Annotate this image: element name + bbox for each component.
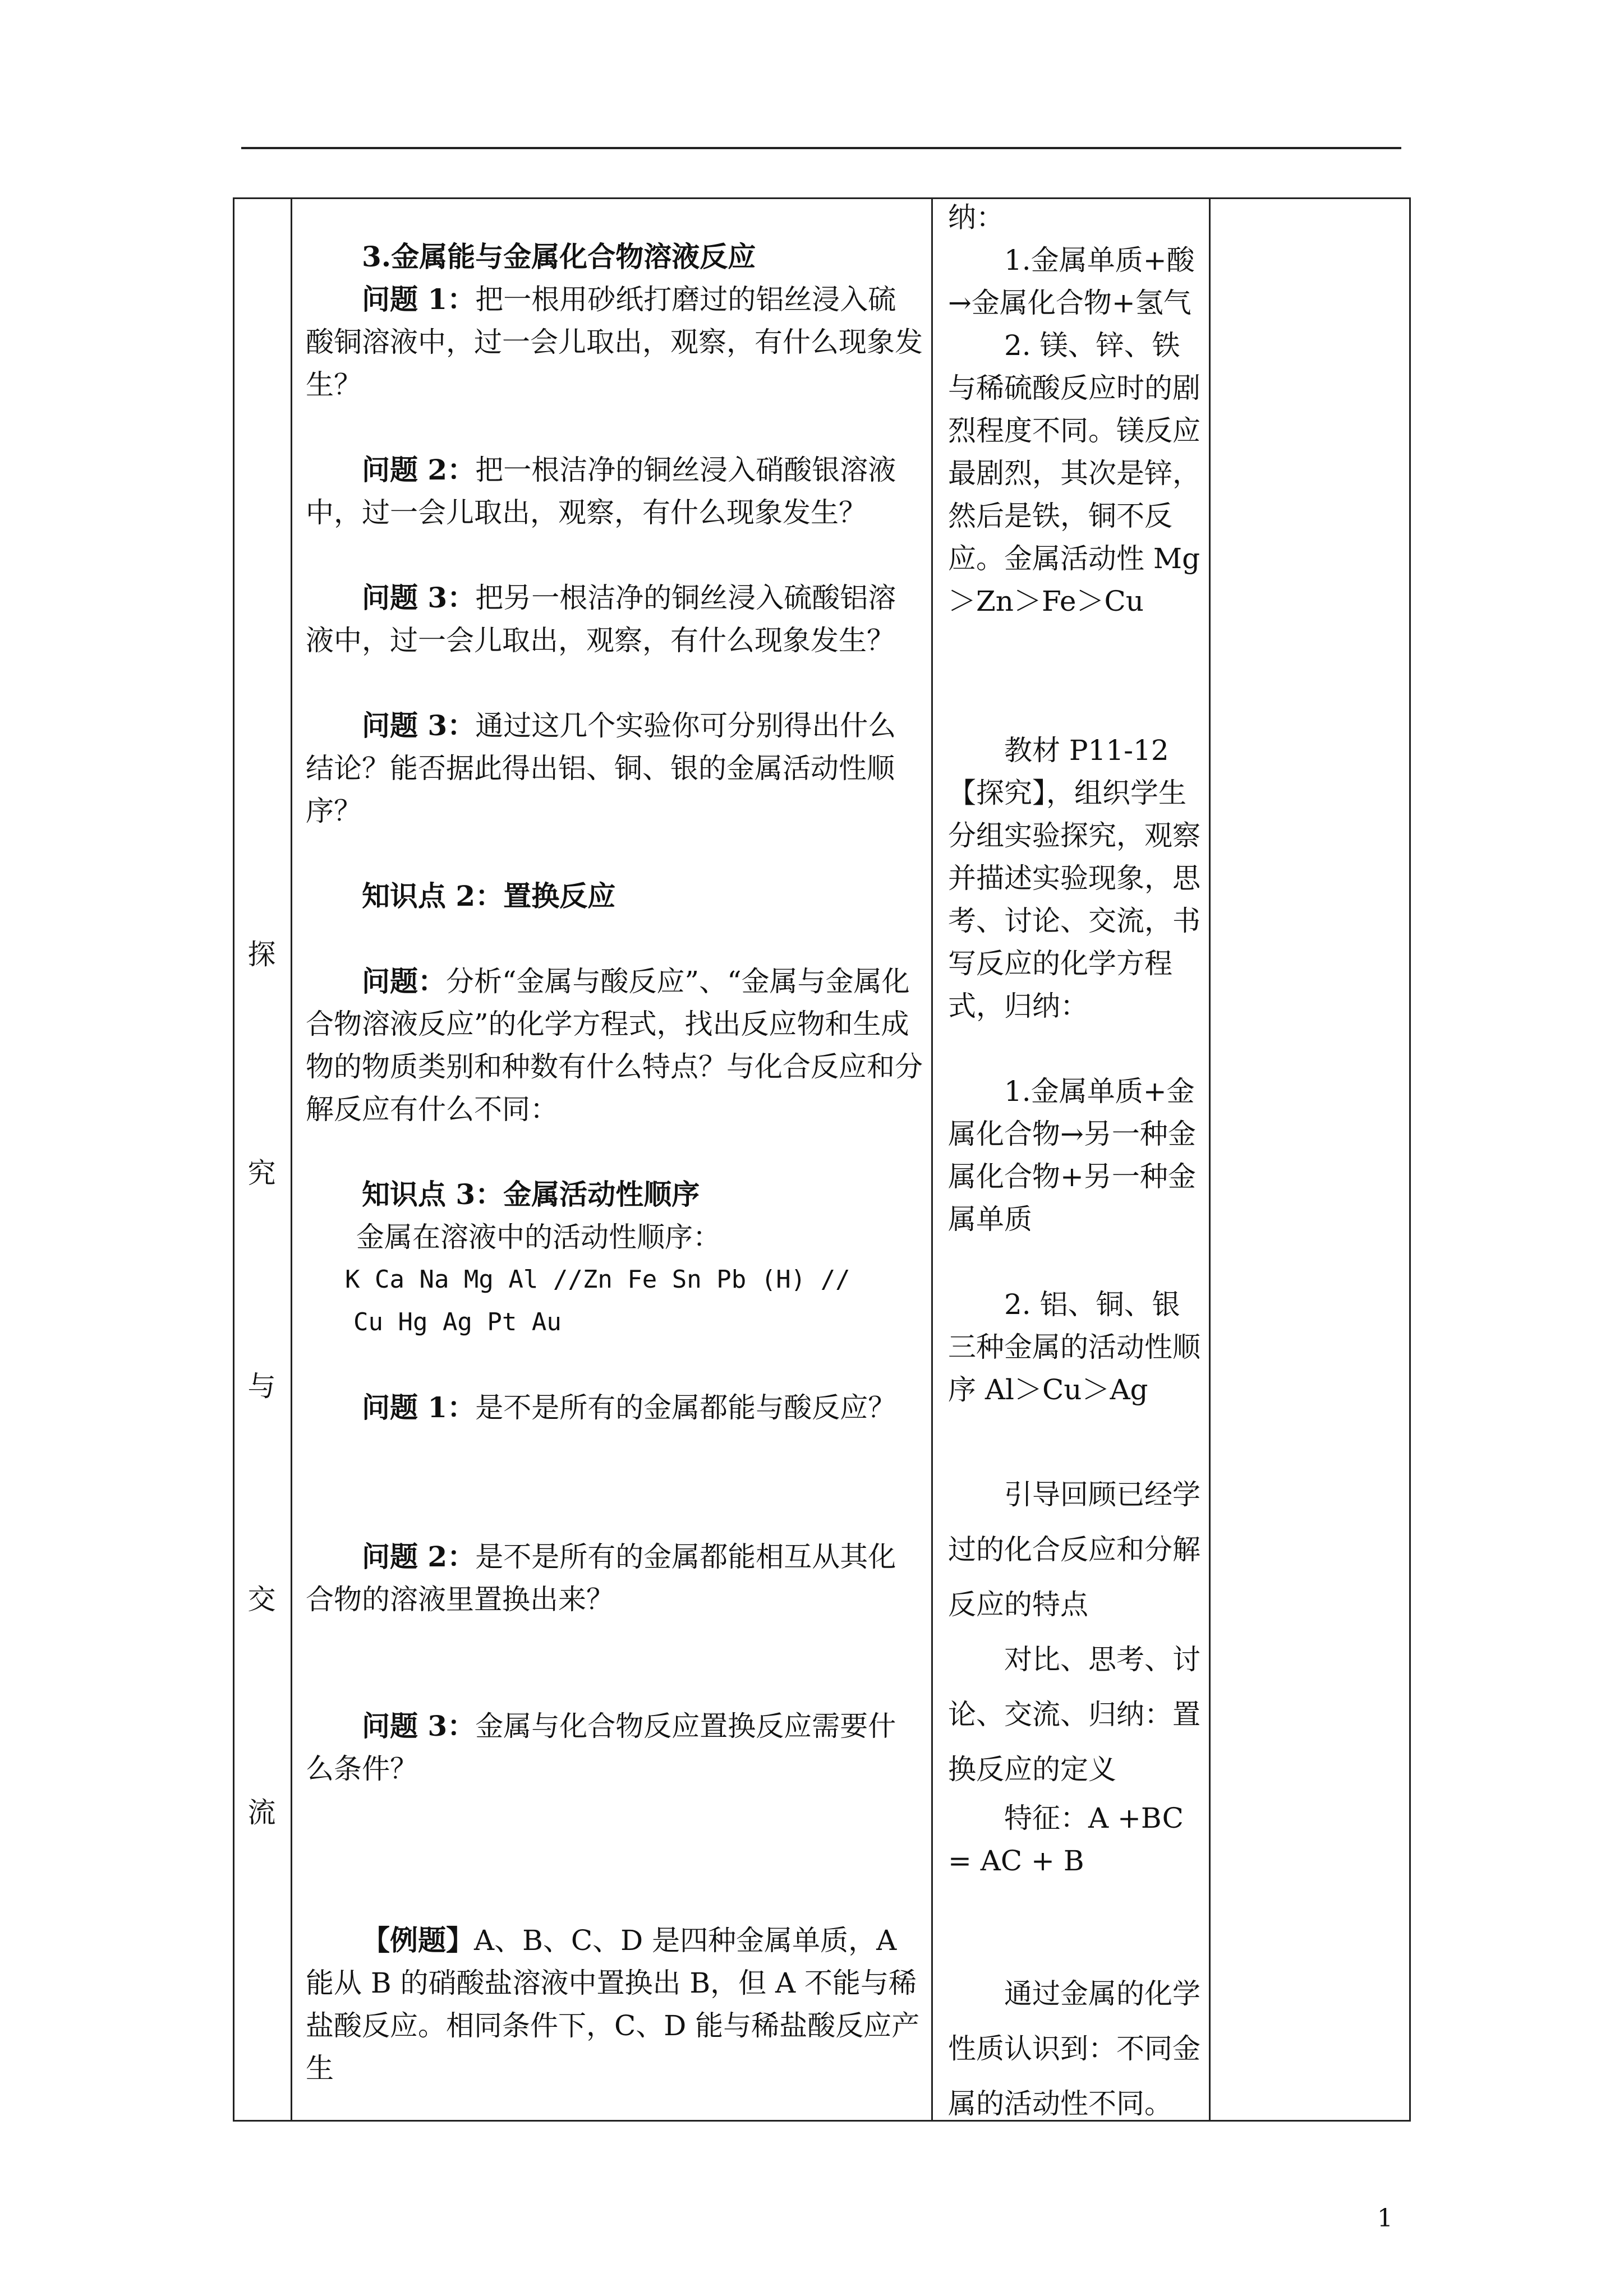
activity-text: 纳： [948, 201, 1004, 234]
column-divider-3 [1209, 197, 1211, 2121]
example-problem: 【例题】A、B、C、D 是四种金属单质，A 能从 B 的硝酸盐溶液中置换出 B，但 A 不能与稀盐酸反应。相同条件下，C、D 能与稀盐酸反应产生 [306, 1924, 920, 2085]
question: 问题 3：通过这几个实验你可分别得出什么结论？能否据此得出铝、铜、银的金属活动性顺序？ [306, 709, 896, 827]
question: 问题 2：是不是所有的金属都能相互从其化合物的溶液里置换出来？ [306, 1540, 896, 1616]
activity-text: 通过金属的化学性质认识到：不同金属的活动性不同。 [948, 1977, 1200, 2120]
stage-char: 交 [247, 1583, 276, 1616]
activity-text: 教材 P11-12 [1004, 734, 1169, 767]
activity-text: 1.金属单质+金属化合物→另一种金属化合物+另一种金属单质 [948, 1075, 1196, 1235]
question: 问题：分析“金属与酸反应”、“金属与金属化合物溶液反应”的化学方程式，找出反应物和生成物的物质类别和种数有什么特点？与化合反应和分解反应有什么不同： [306, 965, 923, 1126]
table-border-top [233, 197, 1411, 199]
activity-series-line-1: K Ca Na Mg Al //Zn Fe Sn Pb (H) // [345, 1265, 850, 1294]
question: 问题 2：把一根洁净的铜丝浸入硝酸银溶液中，过一会儿取出，观察，有什么现象发生？ [306, 453, 896, 529]
activity-text: 【探究】，组织学生分组实验探究，观察并描述实验现象，思考、讨论、交流，书写反应的化学方程式，归纳： [948, 777, 1200, 1022]
activity-text: 2. 铝、铜、银三种金属的活动性顺序 Al＞Cu＞Ag [948, 1288, 1200, 1406]
table-border-right [1409, 197, 1411, 2121]
stage-char: 与 [247, 1370, 276, 1403]
knowledge-point-3-title: 知识点 3：金属活动性顺序 [362, 1178, 700, 1211]
activity-text: 特征：A +BC = AC + B [948, 1802, 1184, 1877]
table-border-bottom [233, 2120, 1411, 2122]
activity-text: 引导回顾已经学过的化合反应和分解反应的特点 [948, 1478, 1200, 1621]
activity-text: 1.金属单质+酸→金属化合物+氢气 [948, 244, 1195, 319]
question: 问题 3：金属与化合物反应置换反应需要什么条件？ [306, 1709, 896, 1785]
activity-text: 2. 镁、锌、铁与稀硫酸反应时的剧烈程度不同。镁反应最剧烈，其次是锌，然后是铁，铜不反应。金属活动性 Mg＞Zn＞Fe＞Cu [948, 329, 1200, 617]
question: 问题 3：把另一根洁净的铜丝浸入硫酸铝溶液中，过一会儿取出，观察，有什么现象发生？ [306, 581, 896, 657]
header-rule [241, 147, 1401, 149]
stage-char: 探 [247, 938, 276, 971]
column-divider-2 [931, 197, 933, 2121]
question: 问题 1：是不是所有的金属都能与酸反应？ [362, 1391, 896, 1424]
activity-series-intro: 金属在溶液中的活动性顺序： [356, 1221, 721, 1253]
teaching-content [306, 236, 923, 2090]
column-divider-1 [291, 197, 292, 2121]
stage-char: 流 [247, 1796, 276, 1829]
activity-series-line-2: Cu Hg Ag Pt Au [353, 1308, 562, 1336]
stage-char: 究 [247, 1157, 276, 1190]
student-activity-column [948, 196, 1206, 2131]
page-number: 1 [1377, 2204, 1393, 2233]
stage-label-column [233, 197, 291, 2121]
activity-text: 对比、思考、讨论、交流、归纳：置换反应的定义 [948, 1643, 1200, 1786]
section-3-title: 3.金属能与金属化合物溶液反应 [362, 240, 756, 273]
knowledge-point-2-title: 知识点 2：置换反应 [362, 879, 616, 912]
question: 问题 1：把一根用砂纸打磨过的铝丝浸入硫酸铜溶液中，过一会儿取出，观察，有什么现象发生？ [306, 283, 923, 401]
